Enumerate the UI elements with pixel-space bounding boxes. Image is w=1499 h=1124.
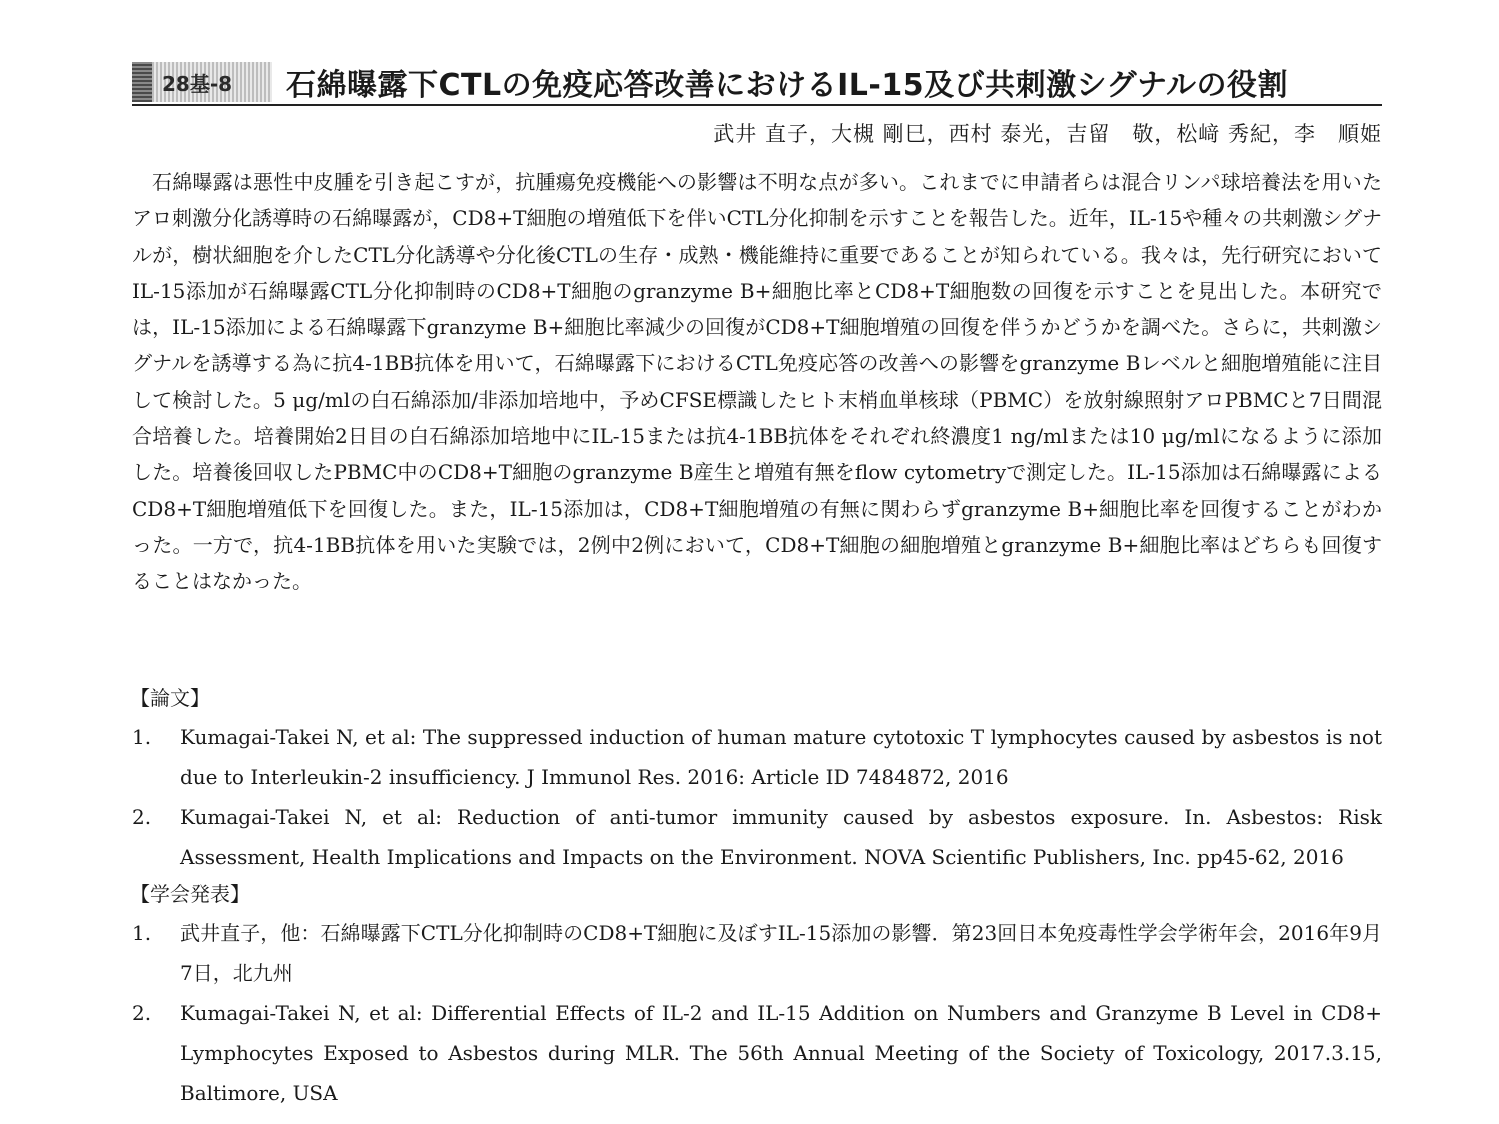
badge-label: 28基-8: [162, 72, 233, 96]
abstract-text: 石綿曝露は悪性中皮腫を引き起こすが，抗腫瘍免疫機能への影響は不明な点が多い。これまでに申請者らは混合リンパ球培養法を用いたアロ刺激分化誘導時の石綿曝露が，CD8+T細胞の増殖低下を伴いCTL分化抑制を示すことを報告した。近年，IL-15や種々の共刺激シグナルが，樹状細胞を介したCTL分化誘導や分化後CTLの生存・成熟・機能維持に重要であることが知られている。我々は，先行研究においてIL-15添加が石綿曝露CTL分化抑制時のCD8+T細胞のgranzyme B+細胞比率とCD8+T細胞数の回復を示すことを見出した。本研究では，IL-15添加による石綿曝露下granzyme B+細胞比率減少の回復がCD8+T細胞増殖の回復を伴うかどうかを調べた。さらに，共刺激シグナルを誘導する為に抗4-1BB抗体を用いて，石綿曝露下におけるCTL免疫応答の改善への影響をgranzyme Bレベルと細胞増殖能に注目して検討した。5 μg/mlの白石綿添加/非添加培地中，予めCFSE標識したヒト末梢血単核球（PBMC）を放射線照射アロPBMCと7日間混合培養した。培養開始2日目の白石綿添加培地中にIL-15または抗4-1BB抗体をそれぞれ終濃度1 ng/mlまたは10 μg/mlになるように添加した。培養後回収したPBMC中のCD8+T細胞のgranzyme B産生と増殖有無をflow cytometryで測定した。IL-15添加は石綿曝露によるCD8+T細胞増殖低下を回復した。また，IL-15添加は，CD8+T細胞増殖の有無に関わらずgranzyme B+細胞比率を回復することがわかった。一方で，抗4-1BB抗体を用いた実験では，2例中2例において，CD8+T細胞の細胞増殖とgranzyme B+細胞比率はどちらも回復することはなかった。: [132, 170, 1382, 594]
presentation-num-2: 2.: [132, 1001, 152, 1025]
presentation-text-1: 武井直子，他：石綿曝露下CTL分化抑制時のCD8+T細胞に及ぼすIL-15添加の影響．第23回日本免疫毒性学会学術年会，2016年9月7日，北九州: [180, 921, 1382, 985]
papers-heading: 【論文】: [130, 686, 210, 710]
presentation-item-1: [132, 913, 1382, 993]
badge-bar: [132, 62, 152, 102]
title-rule: [132, 104, 1382, 106]
paper-text-2: Kumagai-Takei N, et al: Reduction of anti-tumor immunity caused by asbestos exposure. In. Asbestos: Risk Assessment, Health Implications and Impacts on the Environment. NOVA Scientific Publishers, Inc. pp45-62, 2016: [180, 805, 1382, 869]
article-header: [132, 60, 1382, 106]
paper-item-1: [132, 717, 1382, 797]
paper-item-2: [132, 797, 1382, 877]
author-list: 武井 直子，大槻 剛巳，西村 泰光，吉留 敬，松﨑 秀紀，李 順姫: [713, 122, 1382, 146]
presentation-item-2: [132, 993, 1382, 1113]
presentations-heading: 【学会発表】: [130, 882, 250, 906]
presentation-text-2: Kumagai-Takei N, et al: Differential Effects of IL-2 and IL-15 Addition on Numbers and Granzyme B Level in CD8+ Lymphocytes Exposed to Asbestos during MLR. The 56th Annual Meeting of the Society of Toxicology, 2017.3.15, Baltimore, USA: [180, 1001, 1382, 1105]
paper-num-1: 1.: [132, 725, 152, 749]
article-title: 石綿曝露下CTLの免疫応答改善におけるIL-15及び共刺激シグナルの役割: [286, 68, 1288, 103]
presentation-num-1: 1.: [132, 921, 152, 945]
section-badge: [132, 62, 272, 102]
paper-num-2: 2.: [132, 805, 152, 829]
paper-text-1: Kumagai-Takei N, et al: The suppressed induction of human mature cytotoxic T lymphocytes caused by asbestos is not due to Interleukin-2 insufficiency. J Immunol Res. 2016: Article ID 7484872, 2016: [180, 725, 1382, 789]
